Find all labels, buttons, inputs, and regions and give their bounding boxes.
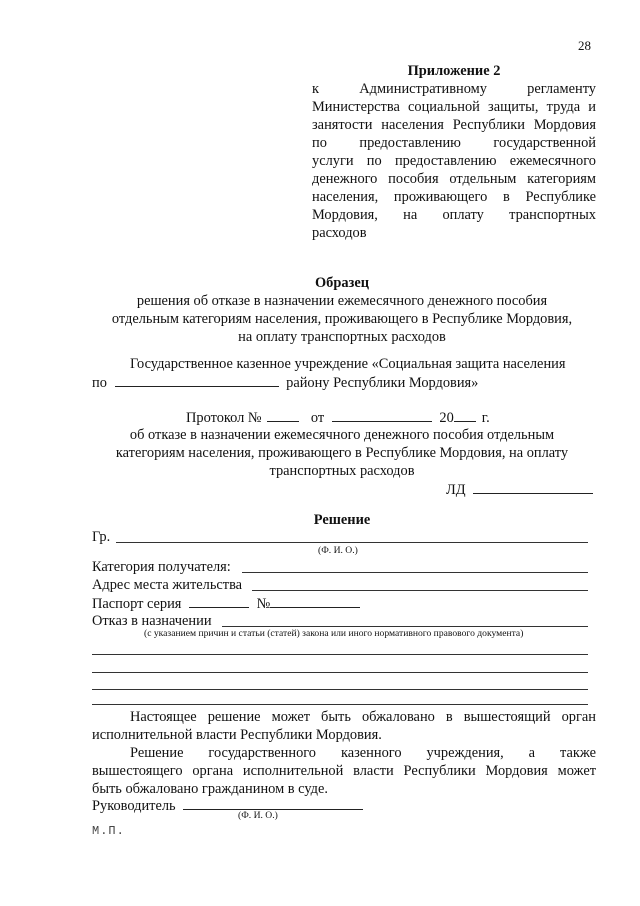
- refusal-line-3[interactable]: [92, 689, 588, 690]
- refusal-line-1[interactable]: [92, 654, 588, 655]
- category-label: Категория получателя:: [92, 559, 231, 575]
- appendix-title: Приложение 2: [407, 63, 501, 79]
- address-label: Адрес места жительства: [92, 577, 243, 593]
- protocol-year: 20: [439, 410, 454, 426]
- protocol-from: от: [310, 410, 325, 426]
- protocol-line-1: об отказе в назначении ежемесячного денежного пособия отдельным: [129, 427, 555, 443]
- sample-subtitle-3: на оплату транспортных расходов: [238, 329, 446, 345]
- appendix-line-2: Министерства социальной защиты, труда и: [312, 99, 596, 115]
- appendix-line-1: к Административному регламенту: [312, 81, 596, 97]
- head-signature-row: [92, 796, 363, 815]
- appendix-line-5: услуги по предоставлению ежемесячного: [312, 153, 596, 169]
- citizen-fio-hint: (Ф. И. О.): [318, 545, 358, 556]
- passport-series-blank[interactable]: [189, 594, 249, 608]
- protocol-year-suffix: г.: [481, 410, 490, 426]
- protocol-date-blank[interactable]: [332, 408, 432, 422]
- refusal-label: Отказ в назначении: [92, 613, 212, 629]
- passport-no-label: №: [256, 596, 271, 612]
- appeal-p1-line-2: исполнительной власти Республики Мордовия.: [92, 727, 382, 743]
- refusal-blank[interactable]: [222, 626, 588, 627]
- refusal-hint: (с указанием причин и статьи (статей) закона или иного нормативного правового документа): [144, 628, 524, 639]
- appendix-line-4: по предоставлению государственной: [312, 135, 596, 151]
- appeal-p1-line-1: Настоящее решение может быть обжаловано в вышестоящий орган: [130, 709, 596, 725]
- citizen-label: Гр.: [92, 529, 111, 545]
- sample-subtitle-2: отдельным категориям населения, проживающего в Республике Мордовия,: [111, 311, 573, 327]
- category-blank[interactable]: [242, 572, 588, 573]
- ld-label: ЛД: [446, 482, 466, 498]
- ld-blank[interactable]: [473, 480, 593, 494]
- institution-prefix: по: [92, 375, 107, 391]
- head-signature-blank[interactable]: [183, 796, 363, 810]
- citizen-blank[interactable]: [116, 542, 588, 543]
- page-number: 28: [578, 38, 591, 53]
- address-blank[interactable]: [252, 590, 588, 591]
- protocol-line-2: категориям населения, проживающего в Республике Мордовия, на оплату: [115, 445, 569, 461]
- head-fio-hint: (Ф. И. О.): [238, 810, 278, 821]
- sample-title: Образец: [314, 275, 370, 291]
- district-blank[interactable]: [115, 373, 279, 387]
- stamp-place: М.П.: [92, 824, 125, 838]
- appendix-line-6: денежного пособия отдельным категориям: [312, 171, 596, 187]
- appendix-line-9: расходов: [312, 225, 367, 241]
- protocol-year-blank[interactable]: [454, 408, 476, 422]
- appeal-p2-line-3: быть обжаловано гражданином в суде.: [92, 781, 328, 797]
- sample-subtitle-1: решения об отказе в назначении ежемесячного денежного пособия: [136, 293, 548, 309]
- protocol-number-blank[interactable]: [267, 408, 299, 422]
- refusal-line-2[interactable]: [92, 672, 588, 673]
- refusal-line-4[interactable]: [92, 704, 588, 705]
- institution-suffix: району Республики Мордовия»: [286, 375, 479, 391]
- ld-field: [446, 480, 593, 499]
- appeal-p2-line-2: вышестоящего органа исполнительной власти Республики Мордовия может: [92, 763, 596, 779]
- appendix-line-8: Мордовия, на оплату транспортных: [312, 207, 596, 223]
- institution-line-1: Государственное казенное учреждение «Социальная защита населения: [130, 356, 566, 372]
- institution-line-2: [92, 373, 478, 392]
- protocol-label: Протокол №: [186, 410, 262, 426]
- protocol-header: [186, 408, 490, 427]
- appendix-line-3: занятости населения Республики Мордовия: [312, 117, 596, 133]
- passport-label: Паспорт серия: [92, 596, 182, 612]
- passport-number-blank[interactable]: [270, 594, 360, 608]
- decision-title: Решение: [313, 512, 371, 528]
- protocol-line-3: транспортных расходов: [269, 463, 415, 479]
- head-label: Руководитель: [92, 798, 176, 814]
- appeal-p2-line-1: Решение государственного казенного учреждения, а также: [130, 745, 596, 761]
- appendix-line-7: населения, проживающего в Республике: [312, 189, 596, 205]
- passport-row: [92, 594, 360, 613]
